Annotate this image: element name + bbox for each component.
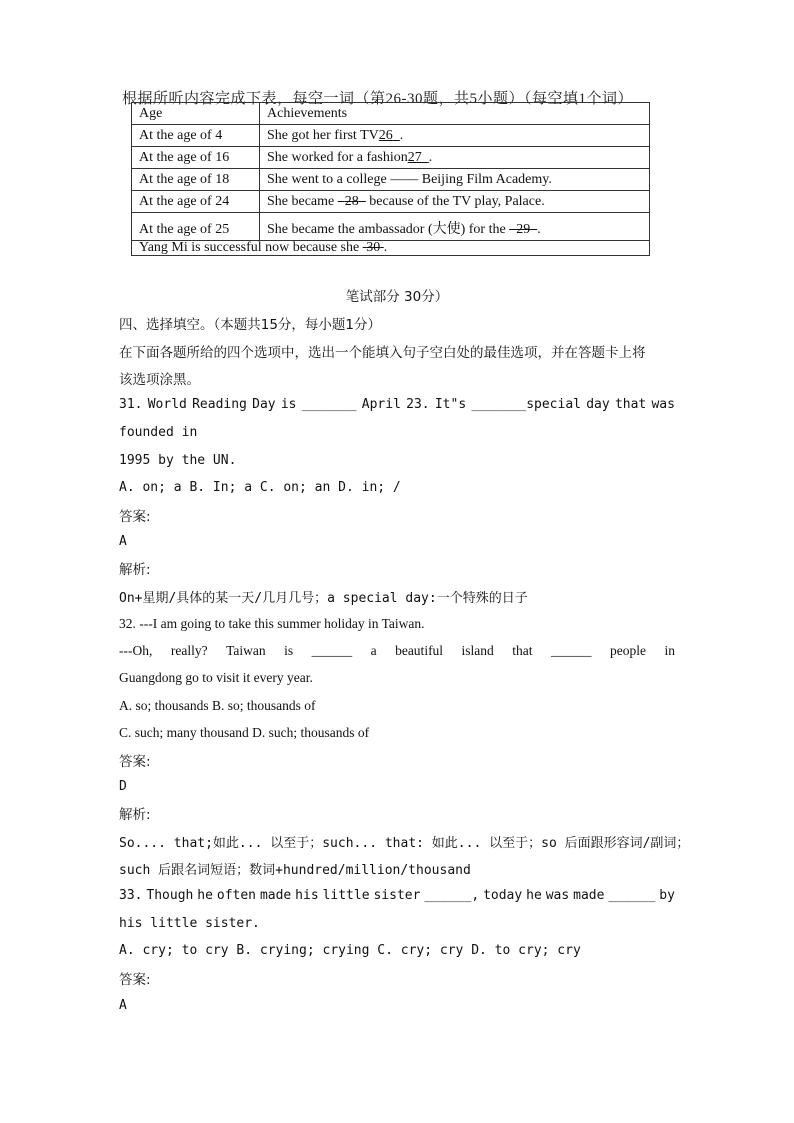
row-age: At the age of 25	[132, 213, 260, 241]
question-32-line-1: 32. ---I am going to take this summer holiday in Taiwan.	[119, 616, 425, 631]
question-32-line-3: Guangdong go to visit it every year.	[119, 670, 313, 685]
answer-blank: 29	[516, 222, 531, 237]
blank-tail	[393, 128, 400, 143]
answer-blank: 27	[407, 150, 422, 165]
row-age: At the age of 16	[132, 147, 260, 169]
summary-tail: .	[383, 240, 388, 255]
question-32-option-1: A. so; thousands B. so; thousands of	[119, 698, 316, 713]
achievement-text: She got her first TV	[267, 128, 379, 143]
summary-text: Yang Mi is successful now because she	[139, 240, 360, 255]
row-age: At the age of 24	[132, 191, 260, 213]
answer-label: 答案:	[119, 509, 151, 525]
header-age: Age	[132, 103, 260, 125]
question-31-line-2: founded in	[119, 425, 198, 440]
row-achievement: She went to a college —— Beijing Film Academy.	[260, 169, 650, 191]
question-33-line-1: 33. Though he often made his little sister ______, today he was made ______ by	[119, 888, 675, 903]
question-33-options: A. cry; to cry B. crying; crying C. cry; cry D. to cry; cry	[119, 943, 581, 958]
row-achievement	[260, 213, 650, 241]
achievement-text: She became	[267, 194, 335, 209]
table-row	[132, 169, 650, 191]
answer-blank: 28	[344, 194, 359, 209]
achievement-text: She became the ambassador (大使) for the	[267, 222, 506, 237]
question-31-line-1: 31. World Reading Day is _______ April 23. It"s _______special day that was	[119, 397, 675, 412]
answer-blank: 30	[366, 240, 381, 255]
answer-label: 答案:	[119, 754, 151, 770]
question-31-options: A. on; a B. In; a C. on; an D. in; /	[119, 480, 401, 495]
section-title: 笔试部分 30分）	[345, 289, 449, 305]
table-row	[132, 125, 650, 147]
answer-value: A	[119, 998, 127, 1013]
row-age: At the age of 18	[132, 169, 260, 191]
answer-blank: 26	[378, 128, 393, 143]
row-achievement	[260, 125, 650, 147]
analysis-label: 解析:	[119, 807, 151, 823]
row-age: At the age of 4	[132, 125, 260, 147]
achievement-tail: .	[537, 222, 541, 237]
analysis-line-2: such 后跟名词短语；数词+hundred/million/thousand	[119, 863, 471, 878]
instruction-line-2: 该选项涂黑。	[119, 372, 200, 388]
table-row	[132, 147, 650, 169]
analysis-text: On+星期/具体的某一天/几月几号；a special day:一个特殊的日子	[119, 591, 528, 606]
achievement-tail: .	[399, 128, 404, 143]
achievement-tail: .	[428, 150, 433, 165]
achievement-text: She worked for a fashion	[267, 150, 408, 165]
answer-value: D	[119, 779, 127, 794]
section-heading: 四、选择填空。（本题共15分，每小题1分）	[119, 317, 382, 333]
blank-tail	[422, 150, 429, 165]
table-row-summary	[132, 241, 650, 256]
table-row	[132, 213, 650, 241]
table-row	[132, 191, 650, 213]
question-32-line-2: ---Oh, really? Taiwan is ______ a beautiful island that ______ people in	[119, 643, 675, 658]
instruction-line-1: 在下面各题所给的四个选项中，选出一个能填入句子空白处的最佳选项，并在答题卡上将	[119, 345, 646, 361]
row-achievement	[260, 147, 650, 169]
question-33-line-2: his little sister.	[119, 916, 260, 931]
answer-label: 答案:	[119, 972, 151, 988]
question-32-option-2: C. such; many thousand D. such; thousands of	[119, 725, 370, 740]
row-achievement	[260, 191, 650, 213]
analysis-line-1: So.... that;如此... 以至于； such... that: 如此... 以至于；so 后面跟形容词/副词；	[119, 836, 690, 851]
achievements-table	[131, 102, 650, 256]
table-header-row	[132, 103, 650, 125]
analysis-label: 解析:	[119, 562, 151, 578]
summary-cell	[132, 241, 650, 256]
question-31-line-3: 1995 by the UN.	[119, 453, 237, 468]
achievement-tail: because of the TV play, Palace.	[369, 194, 545, 209]
clipped-header-text	[122, 84, 682, 107]
clipped-instruction: 根据所听内容完成下表，每空一词（第26-30题，共5小题）（每空填1个词）	[122, 91, 633, 107]
header-achievements: Achievements	[260, 103, 650, 125]
answer-value: A	[119, 534, 127, 549]
